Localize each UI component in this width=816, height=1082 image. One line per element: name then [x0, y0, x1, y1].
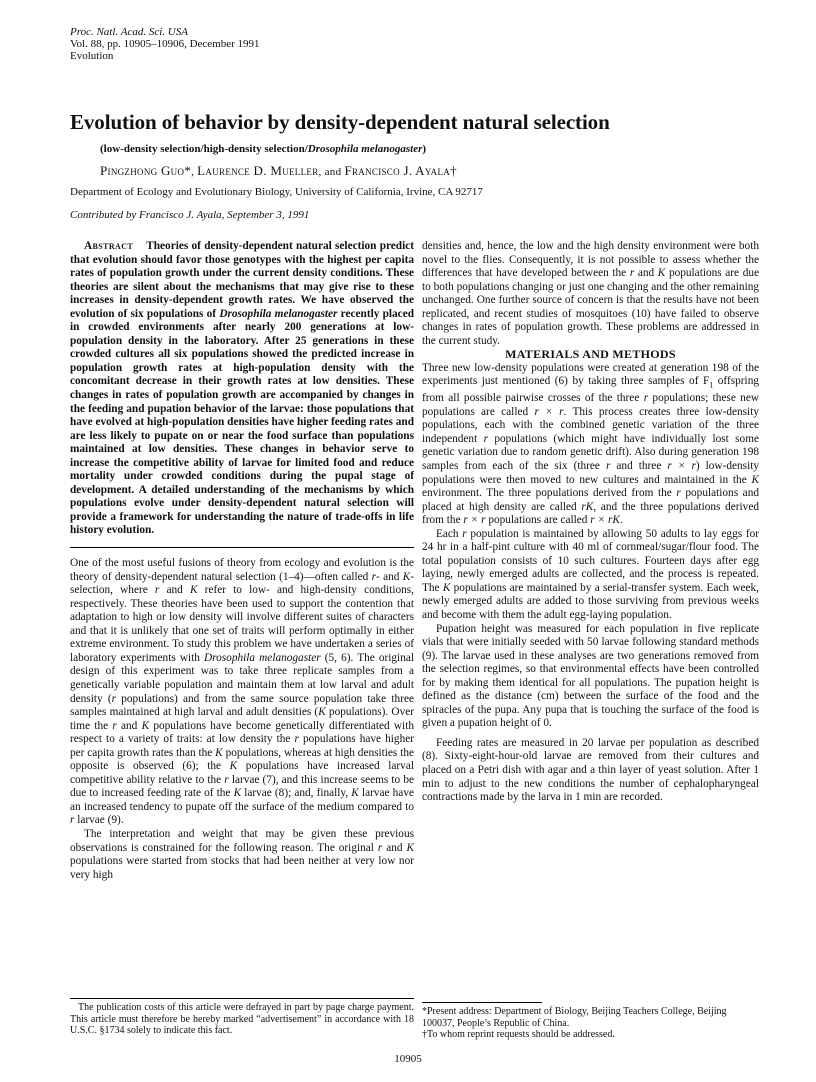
- left-column: [70, 240, 414, 882]
- journal-section: Evolution: [70, 50, 114, 62]
- intro-paragraph-2-continued: densities and, hence, the low and the high density environment were both novel to the flies. Consequently, it is not possible to assess whether the differences that have developed between the r and K populations are due to both populations changing or just one changing and the other remaining unchanged. One further source of concern is that the results have not been replicated, and recent studies of mosquitoes (10) have failed to observe changes in rates of population growth. These problems are addressed in the current study.: [422, 240, 760, 347]
- keywords: (low-density selection/high-density selection/Drosophila melanogaster): [100, 143, 427, 155]
- methods-paragraph-2: Each r population is maintained by allowing 50 adults to lay eggs for 24 hr in a half-pint culture with 40 ml of cornmeal/sugar/flour food. The total population consists of 10 such cultures. Fourteen days after egg laying, newly emerged adults are collected, and the process is repeated. The K populations are maintained by a serial-transfer system. Each week, newly emerged adults are added to those surviving from previous weeks and become with them the adult egg-laying population.: [422, 527, 760, 622]
- contributed-by: Contributed by Francisco J. Ayala, September 3, 1991: [70, 209, 310, 221]
- footnote-reprint: †To whom reprint requests should be addressed.: [422, 1029, 615, 1041]
- intro-paragraph-2-left-part: populations were started from stocks that had been neither at very low nor very high: [70, 855, 414, 881]
- abstract-divider: [70, 547, 414, 548]
- methods-paragraph-1: Three new low-density populations were created at generation 198 of the experiments just mentioned (6) by taking three samples of $F_1$ offspring from all possible pairwise crosses of the three r populations; these new populations are called r × r. This process creates three low-density populations, each with the combined genetic variation of the three independent r populations (which might have individually lost some genetic variation due to random genetic drift). Also during generation 198 samples from each of the six (three r and three r × r) low-density populations were then moved to new cultures and maintained in the K environment. The three populations derived from the r populations and placed at high density are called rK, and the three populations derived from the r × r populations are called r × rK.: [422, 361, 759, 527]
- footnotes-author: [422, 1006, 759, 1041]
- journal-header: [70, 26, 260, 62]
- page-number: 10905: [394, 1053, 422, 1065]
- abstract: Abstract Theories of density-dependent natural selection predict that evolution should favor those genotypes with the highest per capita rates of population growth under the current density conditions. These theories are silent about the mechanisms that may give rise to these increases in density-dependent growth rates. We have observed the evolution of six populations of Drosophila melanogaster recently placed in crowded environments after nearly 200 generations at low-population density in the laboratory. After 25 generations in these crowded cultures all six populations showed the predicted increase in population growth rates at high-population density with the concomitant decrease in their growth rates at low densities. These changes in rates of population growth are accompanied by changes in the feeding and pupation behavior of the larvae: those populations that have evolved at high-population densities have higher feeding rates and are less likely to pupate on or near the food surface than populations maintained at low densities. These changes in behavior serve to increase the competitive ability of larvae for limited food and reduce mortality under crowded conditions during the pupal stage of development. A detailed understanding of the mechanisms by which populations evolve under density-dependent natural selection will provide a framework for understanding the nature of trade-offs in life history evolution.: [70, 240, 414, 537]
- footnote-rule-left: [70, 998, 414, 999]
- methods-paragraph-3: Pupation height was measured for each population in five replicate vials that were initially seeded with 50 larvae following standard methods (9). The larvae used in these analyses are two generations removed from the selection regimes, so that environmental effects have been controlled for by making them identical for all populations. The pupation height is defined as the distance (cm) between the surface of the food and the spiracles of the pupa. Any pupa that is touching the surface of the food is given a pupation height of 0.: [422, 622, 759, 730]
- abstract-label: Abstract: [84, 240, 134, 252]
- author-ayala: Francisco J. Ayala†: [344, 163, 457, 178]
- author-list: Pingzhong Guo*, Laurence D. Mueller, and Francisco J. Ayala†: [100, 163, 457, 178]
- keyword-species: Drosophila melanogaster: [307, 143, 423, 155]
- right-column: [422, 240, 759, 805]
- article-title: Evolution of behavior by density-dependent natural selection: [70, 110, 610, 134]
- author-guo: Pingzhong Guo*: [100, 163, 192, 178]
- intro-paragraph-2: The interpretation and weight that may be given these previous observations is constrained for the following reason. The original r and K populations were started from stocks that had been neither at very low nor very high: [70, 827, 414, 881]
- author-mueller: Laurence D. Mueller: [197, 163, 319, 178]
- footnote-present-address: *Present address: Department of Biology, Beijing Teachers College, Beijing 100037, People’s Republic of China.: [422, 1006, 727, 1029]
- intro-paragraph-1: One of the most useful fusions of theory from ecology and evolution is the theory of density-dependent natural selection (1–4)—often called r- and K-selection, where r and K refer to low- and high-density conditions, respectively. These theories have been used to support the contention that adaptation to high or low density will involve different suites of characters and that it is unlikely that one set of traits will perform optimally in either extreme environment. To study this problem we have undertaken a series of laboratory experiments with Drosophila melanogaster (5, 6). The original design of this experiment was to take three replicate samples from a genetically variable population and maintain them at low larval and adult density (r populations) and from the same source population take three samples maintained at high larval and adult densities (K populations). Over time the r and K populations have become genetically differentiated with respect to a variety of traits: at low density the r populations have higher per capita growth rates than the K populations, whereas at high densities the opposite is observed (6); the K populations have increased larval competitive ability relative to the r larvae (7), and this increase seems to be due to increased feeding rate of the K larvae (8); and, finally, K larvae have an increased tendency to pupate off the surface of the medium compared to r larvae (9).: [70, 557, 415, 827]
- affiliation: Department of Ecology and Evolutionary Biology, University of California, Irvine, CA 92717: [70, 186, 483, 198]
- journal-volume: Vol. 88, pp. 10905–10906, December 1991: [70, 38, 260, 50]
- methods-paragraph-4: Feeding rates are measured in 20 larvae per population as described (8). Sixty-eight-hour-old larvae are removed from their cultures and placed on a Petri dish with agar and a thin layer of yeast solution. After 1 min to adjust to the new conditions the number of cephalopharyngeal contractions made by the larva in 1 min are recorded.: [422, 736, 759, 804]
- footnote-rule-right: [422, 1002, 542, 1003]
- section-heading-methods: MATERIALS AND METHODS: [505, 347, 676, 362]
- journal-name: Proc. Natl. Acad. Sci. USA: [70, 26, 188, 38]
- footnote-publication-costs: The publication costs of this article were defrayed in part by page charge payment. This article must therefore be hereby marked “advertisement” in accordance with 18 U.S.C. §1734 solely to indicate this fact.: [70, 1002, 414, 1037]
